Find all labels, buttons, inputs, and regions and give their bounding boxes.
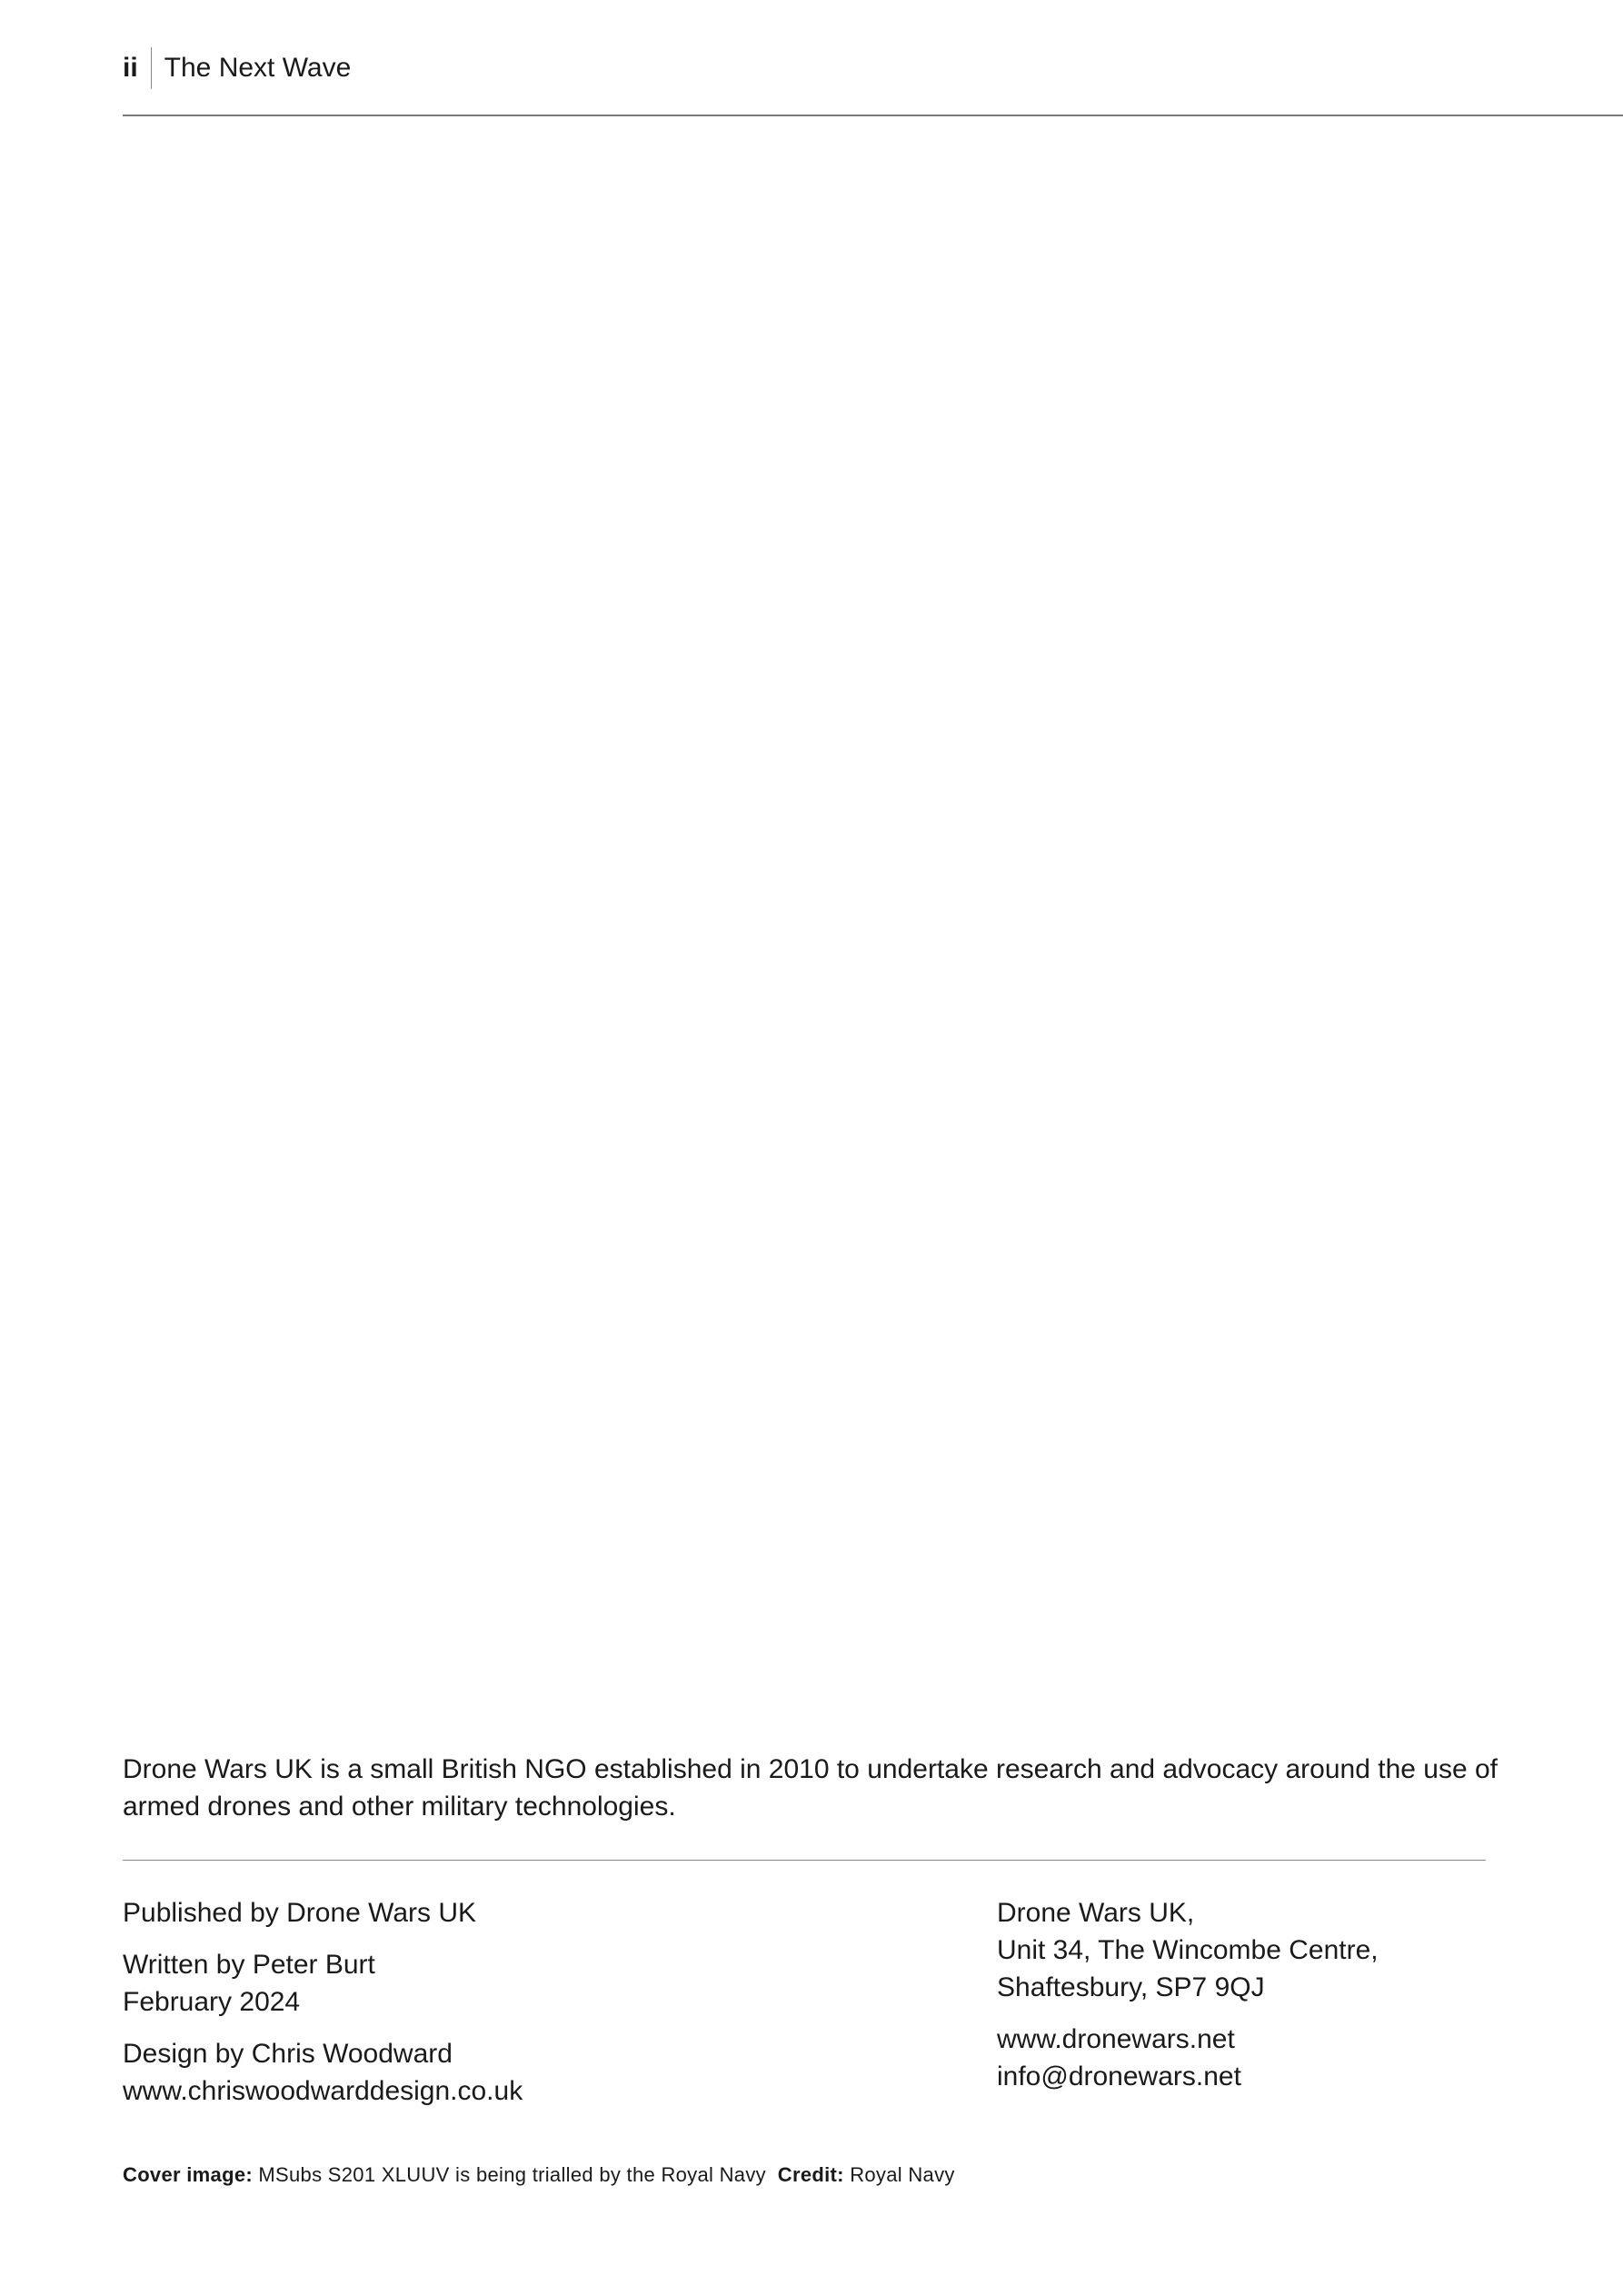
publication-date: February 2024 bbox=[123, 1987, 301, 2017]
about-paragraph: Drone Wars UK is a small British NGO established in 2010 to undertake research and advocacy around the use of armed drones and other military technologies. bbox=[123, 1754, 1498, 1822]
online-block bbox=[997, 2021, 1379, 2095]
design-block bbox=[123, 2035, 523, 2110]
published-by: Published by Drone Wars UK bbox=[123, 1898, 477, 1928]
cover-image-caption: MSubs S201 XLUUV is being trialled by the Royal Navy bbox=[258, 2163, 766, 2186]
page-number: ii bbox=[123, 53, 138, 83]
header-rule bbox=[123, 115, 1623, 116]
contact-org: Drone Wars UK, bbox=[997, 1898, 1195, 1928]
written-by: Written by Peter Burt bbox=[123, 1950, 375, 1980]
page-header bbox=[123, 47, 351, 89]
author-block bbox=[123, 1946, 523, 2021]
running-title: The Next Wave bbox=[164, 53, 352, 83]
email-link[interactable]: info@dronewars.net bbox=[997, 2061, 1241, 2091]
publisher-block bbox=[123, 1894, 523, 1932]
contact-column bbox=[997, 1894, 1379, 2110]
address-line-2: Shaftesbury, SP7 9QJ bbox=[997, 1972, 1265, 2002]
credit-label: Credit: bbox=[777, 2163, 844, 2186]
address-line-1: Unit 34, The Wincombe Centre, bbox=[997, 1935, 1379, 1965]
credit-value: Royal Navy bbox=[850, 2163, 955, 2186]
section-divider bbox=[123, 1860, 1486, 1861]
cover-image-label: Cover image: bbox=[123, 2163, 253, 2186]
website-link[interactable]: www.dronewars.net bbox=[997, 2024, 1235, 2054]
designer-website-link[interactable]: www.chriswoodwarddesign.co.uk bbox=[123, 2076, 523, 2106]
cover-image-credit bbox=[123, 2161, 955, 2189]
address-block bbox=[997, 1894, 1379, 2006]
design-by: Design by Chris Woodward bbox=[123, 2039, 453, 2069]
colophon-column bbox=[123, 1894, 523, 2124]
